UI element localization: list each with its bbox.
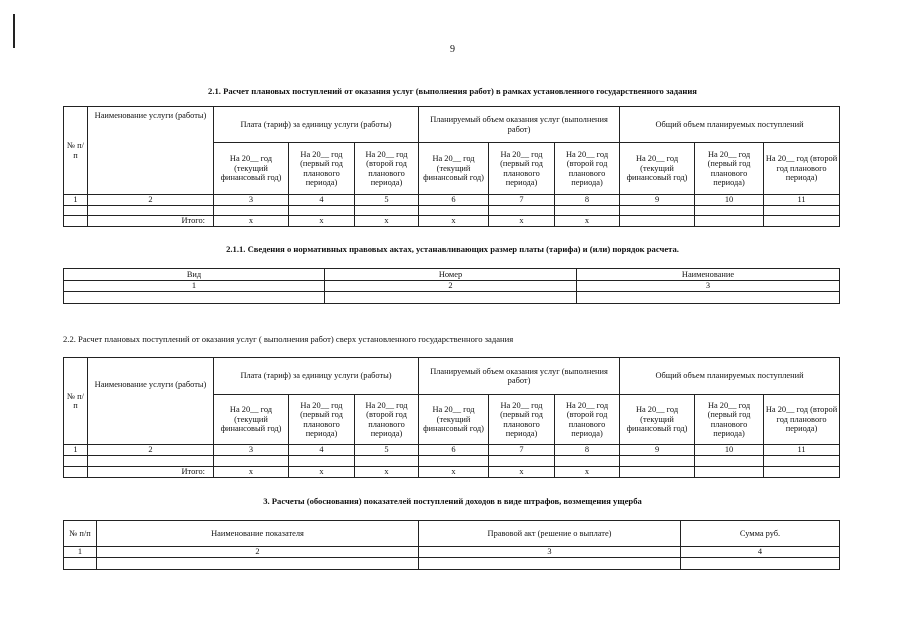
- total-row: [64, 216, 840, 227]
- sub-header-current: На 20__ год (текущий финансовый год): [620, 395, 695, 445]
- x-mark: x: [214, 467, 289, 478]
- empty-row: [64, 558, 840, 570]
- column-number: 6: [419, 445, 489, 456]
- column-number: 1: [64, 445, 88, 456]
- section-2-1-table: [63, 106, 840, 227]
- column-number: 2: [88, 445, 214, 456]
- header-vid: Вид: [64, 269, 325, 281]
- page-number: 9: [450, 44, 455, 55]
- col-num-header: № п/п: [64, 107, 88, 195]
- sub-header-current: На 20__ год (текущий финансовый год): [419, 395, 489, 445]
- column-number: 3: [214, 445, 289, 456]
- section-2-1-title: 2.1. Расчет плановых поступлений от оказания услуг (выполнения работ) в рамках установленного государственного задания: [208, 86, 697, 96]
- column-number: 1: [64, 547, 97, 558]
- sub-header-first: На 20__ год (первый год планового периода): [695, 143, 764, 195]
- section-2-2-table: [63, 357, 840, 478]
- group-tariff-header: Плата (тариф) за единицу услуги (работы): [214, 358, 419, 395]
- x-mark: x: [355, 467, 419, 478]
- column-number: 11: [764, 445, 840, 456]
- x-mark: x: [555, 467, 620, 478]
- column-number: 11: [764, 195, 840, 206]
- sub-header-first: На 20__ год (первый год планового периода): [289, 395, 355, 445]
- group-tariff-header: Плата (тариф) за единицу услуги (работы): [214, 107, 419, 143]
- x-mark: x: [214, 216, 289, 227]
- header-num: № п/п: [64, 521, 97, 547]
- section-2-1-1-table: [63, 268, 840, 304]
- x-mark: x: [489, 216, 555, 227]
- col-name-header: Наименование услуги (работы): [88, 358, 214, 445]
- column-number: 6: [419, 195, 489, 206]
- column-number: 1: [64, 195, 88, 206]
- sub-header-second: На 20__ год (второй год планового периода): [764, 143, 840, 195]
- column-number: 9: [620, 445, 695, 456]
- column-number: 10: [695, 445, 764, 456]
- margin-line: [13, 14, 15, 48]
- sub-header-second: На 20__ год (второй год планового периода): [555, 395, 620, 445]
- sub-header-current: На 20__ год (текущий финансовый год): [214, 395, 289, 445]
- column-number: 2: [97, 547, 419, 558]
- column-number: 1: [64, 281, 325, 292]
- column-number: 4: [289, 445, 355, 456]
- column-number: 2: [88, 195, 214, 206]
- column-number: 7: [489, 445, 555, 456]
- total-label: Итого:: [88, 467, 214, 478]
- column-number: 9: [620, 195, 695, 206]
- column-number-row: [64, 195, 840, 206]
- sub-header-second: На 20__ год (второй год планового периода): [355, 395, 419, 445]
- sub-header-current: На 20__ год (текущий финансовый год): [419, 143, 489, 195]
- group-volume-header: Планируемый объем оказания услуг (выполнения работ): [419, 107, 620, 143]
- total-label: Итого:: [88, 216, 214, 227]
- x-mark: x: [289, 467, 355, 478]
- sub-header-first: На 20__ год (первый год планового периода): [489, 143, 555, 195]
- col-num-header: № п/п: [64, 358, 88, 445]
- column-number: 8: [555, 195, 620, 206]
- column-number: 8: [555, 445, 620, 456]
- sub-header-first: На 20__ год (первый год планового периода): [695, 395, 764, 445]
- column-number: 10: [695, 195, 764, 206]
- column-number: 3: [419, 547, 681, 558]
- header-legal-act: Правовой акт (решение о выплате): [419, 521, 681, 547]
- column-number: 4: [289, 195, 355, 206]
- sub-header-second: На 20__ год (второй год планового периода): [355, 143, 419, 195]
- x-mark: x: [419, 216, 489, 227]
- total-row: [64, 467, 840, 478]
- sub-header-first: На 20__ год (первый год планового периода): [289, 143, 355, 195]
- sub-header-second: На 20__ год (второй год планового периода): [555, 143, 620, 195]
- group-total-header: Общий объем планируемых поступлений: [620, 358, 840, 395]
- col-name-header: Наименование услуги (работы): [88, 107, 214, 195]
- header-indicator: Наименование показателя: [97, 521, 419, 547]
- header-nomer: Номер: [325, 269, 577, 281]
- column-number: 5: [355, 445, 419, 456]
- section-2-1-1-title: 2.1.1. Сведения о нормативных правовых актах, устанавливающих размер платы (тарифа) и (или) порядок расчета.: [226, 244, 679, 254]
- group-volume-header: Планируемый объем оказания услуг (выполнения работ): [419, 358, 620, 395]
- column-number: 3: [577, 281, 840, 292]
- column-number: 3: [214, 195, 289, 206]
- section-3-table: [63, 520, 840, 570]
- sub-header-second: На 20__ год (второй год планового периода): [764, 395, 840, 445]
- column-number-row: [64, 445, 840, 456]
- header-naimenovanie: Наименование: [577, 269, 840, 281]
- sub-header-first: На 20__ год (первый год планового периода): [489, 395, 555, 445]
- group-total-header: Общий объем планируемых поступлений: [620, 107, 840, 143]
- x-mark: x: [355, 216, 419, 227]
- column-number: 4: [681, 547, 840, 558]
- sub-header-current: На 20__ год (текущий финансовый год): [620, 143, 695, 195]
- header-sum: Сумма руб.: [681, 521, 840, 547]
- x-mark: x: [289, 216, 355, 227]
- x-mark: x: [489, 467, 555, 478]
- empty-row: [64, 206, 840, 216]
- column-number: 5: [355, 195, 419, 206]
- empty-row: [64, 292, 840, 304]
- x-mark: x: [555, 216, 620, 227]
- column-number: 7: [489, 195, 555, 206]
- sub-header-current: На 20__ год (текущий финансовый год): [214, 143, 289, 195]
- column-number: 2: [325, 281, 577, 292]
- x-mark: x: [419, 467, 489, 478]
- section-3-title: 3. Расчеты (обоснования) показателей поступлений доходов в виде штрафов, возмещения ущерба: [263, 496, 642, 506]
- section-2-2-title: 2.2. Расчет плановых поступлений от оказания услуг ( выполнения работ) сверх установленного государственного задания: [63, 334, 514, 344]
- empty-row: [64, 456, 840, 467]
